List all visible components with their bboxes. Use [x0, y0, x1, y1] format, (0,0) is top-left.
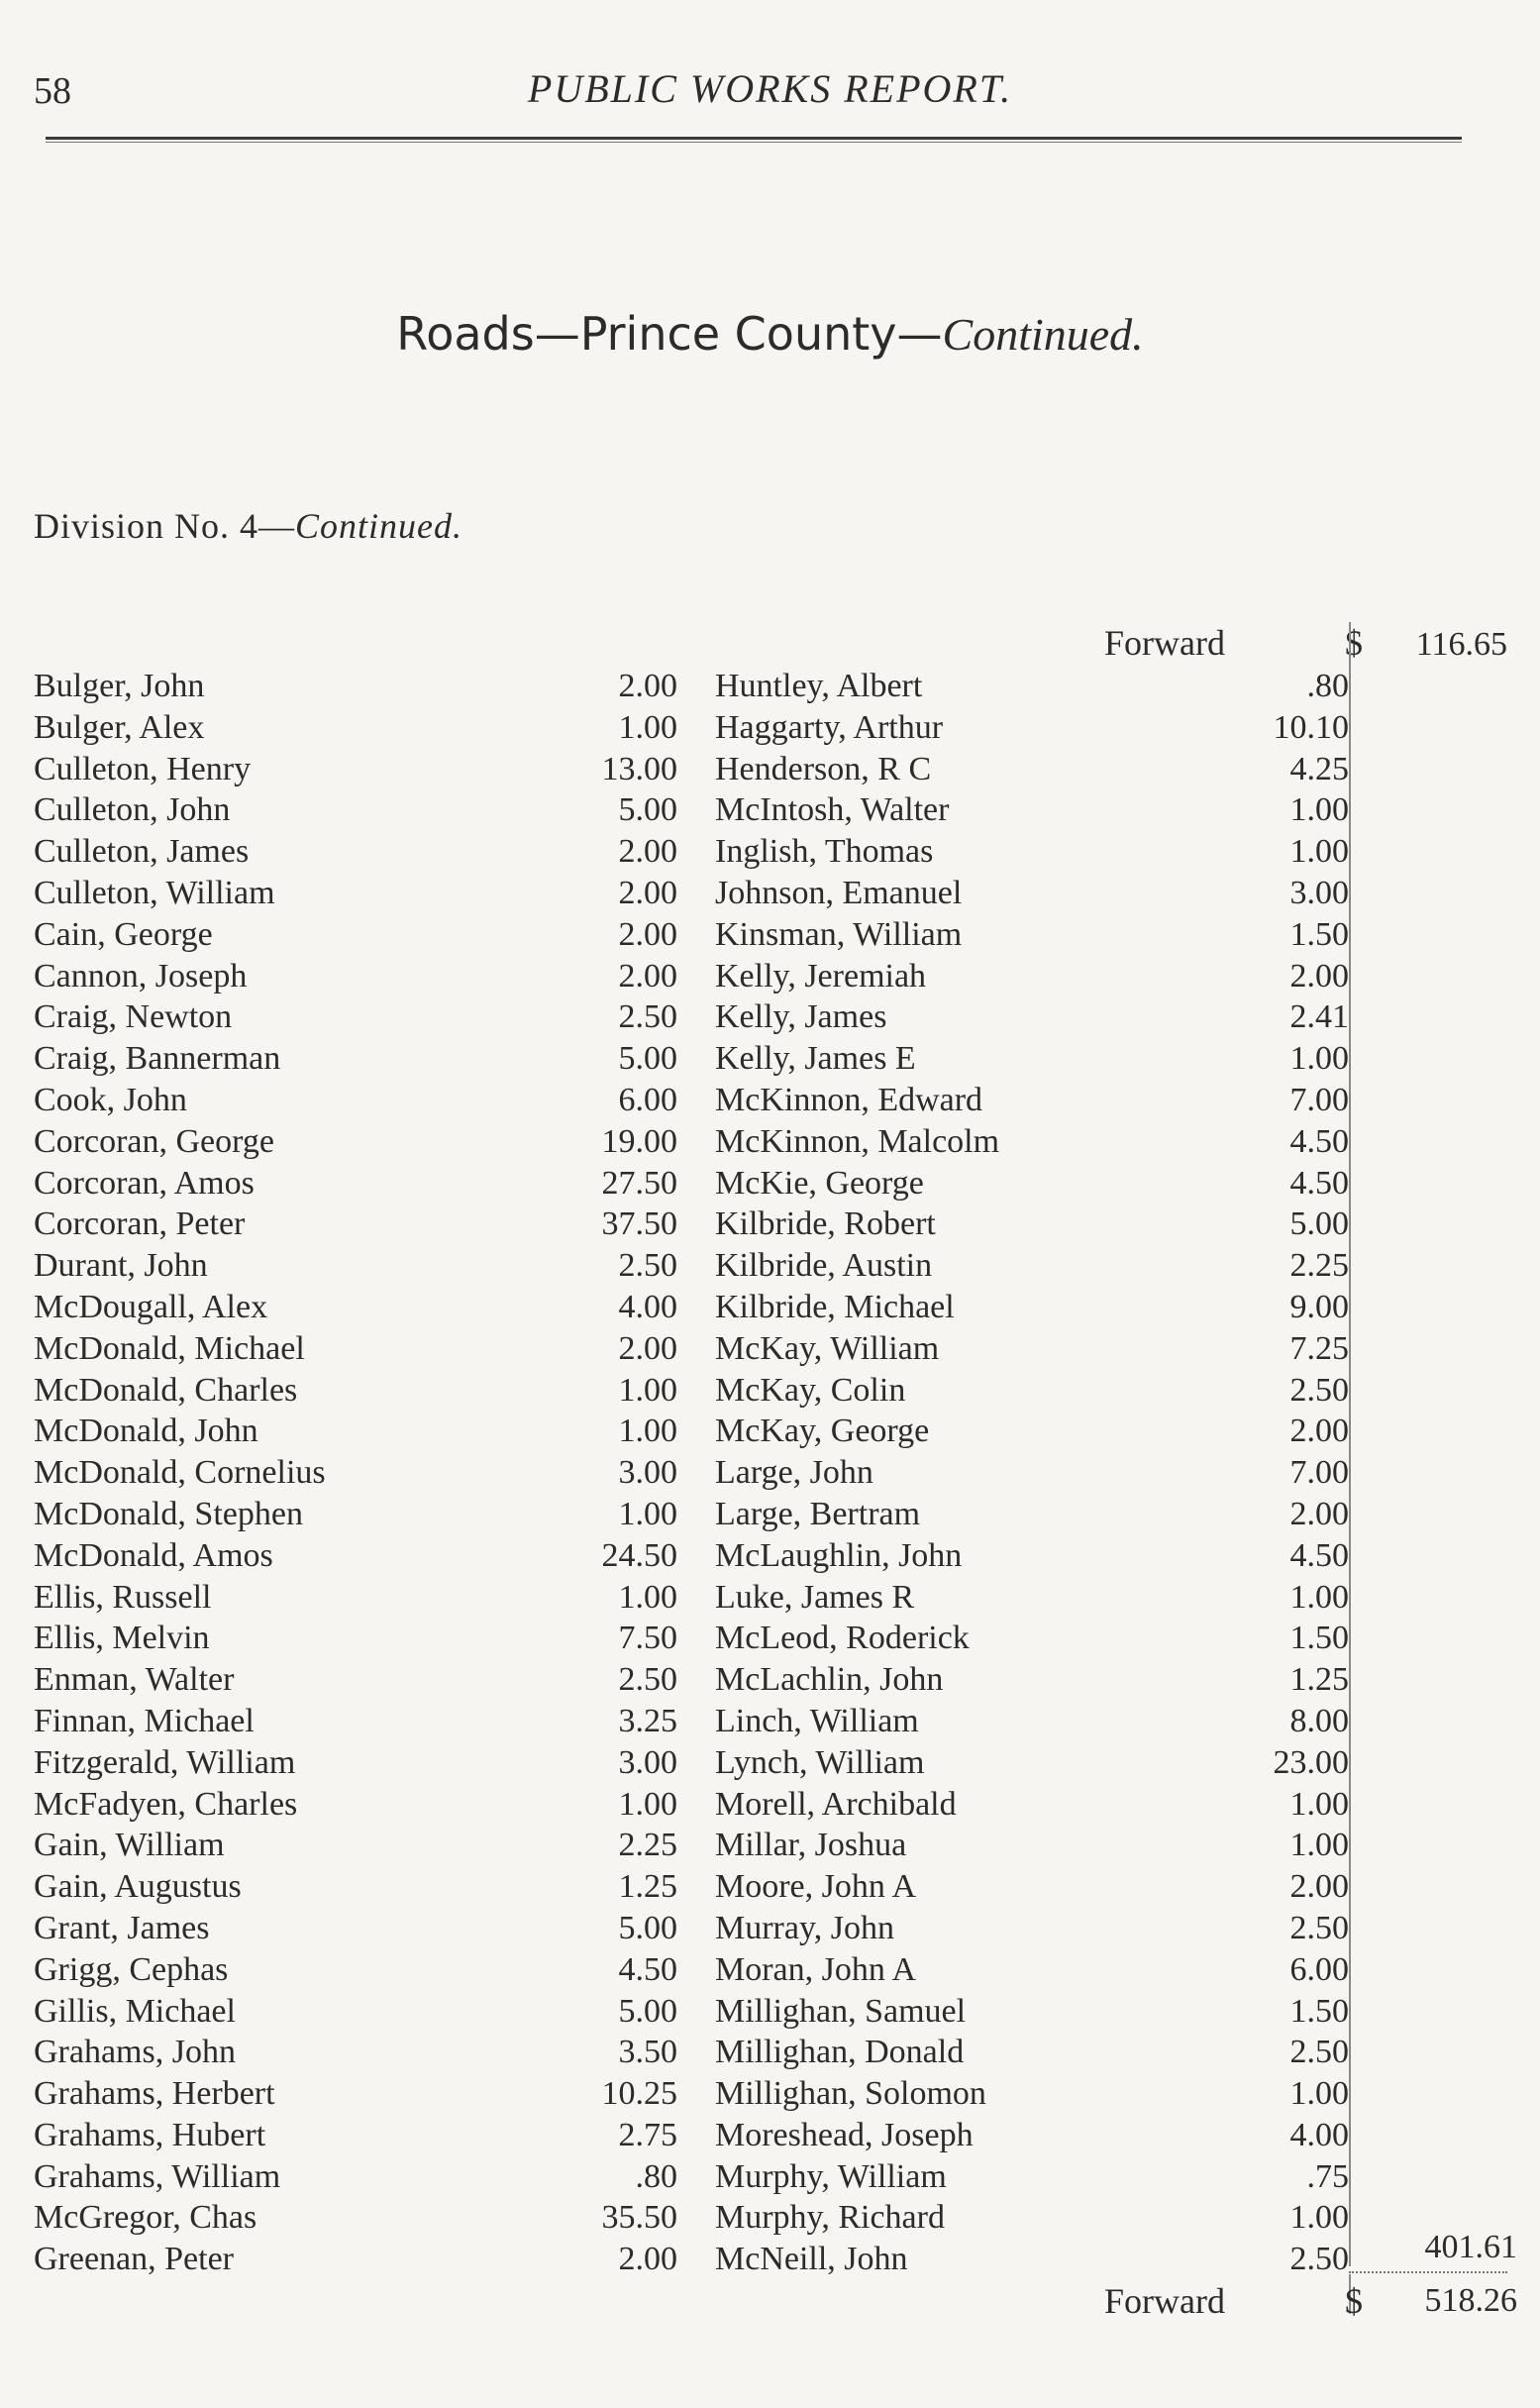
payee-name: Kinsman, William	[715, 915, 963, 953]
payment-amount: 5.00	[618, 791, 677, 829]
payment-amount: 2.00	[618, 2241, 677, 2278]
payment-amount: 2.50	[618, 1247, 677, 1285]
payment-amount: 1.50	[1289, 1620, 1349, 1657]
payee-name: McDonald, Michael	[34, 1329, 305, 1367]
payment-amount: 7.00	[1289, 1081, 1349, 1118]
section-title-main: Roads—Prince County—	[396, 307, 943, 361]
payee-name: McDonald, Amos	[34, 1536, 273, 1574]
ledger-row	[715, 1245, 1349, 1287]
payee-name: Corcoran, Peter	[34, 1205, 246, 1243]
dollar-sign-top: $	[1345, 623, 1363, 663]
payment-amount: 1.00	[1289, 833, 1349, 871]
payment-amount: 10.25	[601, 2075, 677, 2113]
payment-amount: 2.00	[1289, 1413, 1349, 1450]
payee-name: Gillis, Michael	[34, 1992, 236, 2030]
payment-amount: 5.00	[1289, 1205, 1349, 1243]
payment-amount: 2.41	[1289, 998, 1349, 1036]
ledger-row	[34, 831, 677, 873]
payment-amount: 35.50	[601, 2199, 677, 2237]
payee-name: Bulger, Alex	[34, 708, 205, 746]
ledger-row	[34, 2239, 677, 2280]
payee-name: Cannon, Joseph	[34, 957, 248, 995]
ledger-row	[34, 707, 677, 749]
payment-amount: 1.00	[618, 1495, 677, 1532]
payee-name: Corcoran, George	[34, 1122, 274, 1160]
payment-amount: 4.25	[1289, 750, 1349, 787]
forward-amount-bottom: 518.26	[1424, 2282, 1517, 2319]
ledger-row	[34, 666, 677, 707]
payee-name: Haggarty, Arthur	[715, 708, 944, 746]
payee-name: McFadyen, Charles	[34, 1785, 298, 1823]
forward-label-top: Forward	[1104, 623, 1225, 663]
header-rule	[46, 137, 1462, 143]
payee-name: Greenan, Peter	[34, 2241, 235, 2278]
payment-amount: 5.00	[618, 1040, 677, 1078]
payment-amount: 1.50	[1289, 1992, 1349, 2030]
payee-name: Murray, John	[715, 1909, 894, 1946]
payment-amount: 3.50	[618, 2034, 677, 2071]
ledger-row	[34, 1577, 677, 1619]
payment-amount: 6.00	[618, 1081, 677, 1118]
payee-name: Kelly, James	[715, 998, 887, 1036]
ledger-row	[715, 873, 1349, 914]
payee-name: Kilbride, Austin	[715, 1247, 933, 1285]
section-title-continued: Continued.	[942, 309, 1144, 360]
division-label: Division No. 4—	[34, 506, 296, 546]
payment-amount: 6.00	[1289, 1950, 1349, 1988]
ledger-row	[715, 1784, 1349, 1826]
payment-amount: 2.00	[618, 915, 677, 953]
ledger-row	[715, 749, 1349, 790]
payee-name: Corcoran, Amos	[34, 1164, 255, 1202]
payment-amount: 1.00	[1289, 2199, 1349, 2237]
payee-name: Culleton, William	[34, 874, 275, 911]
ledger-row	[715, 2197, 1349, 2239]
payment-amount: 3.00	[1289, 874, 1349, 911]
payee-name: Millighan, Solomon	[715, 2075, 986, 2113]
ledger-row	[715, 1452, 1349, 1494]
ledger-row	[715, 1991, 1349, 2033]
payee-name: McKie, George	[715, 1164, 924, 1202]
payment-amount: 5.00	[618, 1909, 677, 1946]
ledger-row	[715, 2156, 1349, 2198]
payee-name: Moreshead, Joseph	[715, 2116, 974, 2153]
payee-name: Fitzgerald, William	[34, 1743, 296, 1781]
payment-amount: 1.00	[618, 1371, 677, 1409]
ledger-row	[34, 1949, 677, 1991]
ledger-row	[34, 1908, 677, 1949]
payee-name: Grahams, Herbert	[34, 2075, 275, 2113]
ledger-row	[715, 1908, 1349, 1949]
ledger-row	[715, 1121, 1349, 1163]
ledger-row	[715, 2239, 1349, 2280]
payee-name: Gain, William	[34, 1827, 225, 1864]
payee-name: McKay, George	[715, 1413, 930, 1450]
payment-amount: 4.00	[618, 1288, 677, 1325]
ledger-row	[34, 2156, 677, 2198]
ledger-row	[715, 996, 1349, 1038]
payment-amount: 1.00	[618, 1785, 677, 1823]
ledger-row	[34, 789, 677, 831]
dollar-sign-bottom: $	[1345, 2281, 1363, 2321]
payment-amount: 2.00	[1289, 1868, 1349, 1906]
ledger-row	[715, 1080, 1349, 1121]
ledger-row	[715, 1163, 1349, 1204]
payee-name: Moore, John A	[715, 1868, 917, 1906]
ledger-row	[715, 1825, 1349, 1866]
ledger-row	[34, 1080, 677, 1121]
payment-amount: 13.00	[601, 750, 677, 787]
payment-amount: 23.00	[1273, 1743, 1349, 1781]
payee-name: Cook, John	[34, 1081, 187, 1118]
payment-amount: 1.50	[1289, 915, 1349, 953]
forward-amount-top: 116.65	[1415, 626, 1507, 663]
ledger-row	[715, 1949, 1349, 1991]
ledger-row	[715, 914, 1349, 956]
payee-name: Grahams, John	[34, 2034, 236, 2071]
ledger-row	[34, 2032, 677, 2073]
payee-name: Culleton, James	[34, 833, 250, 871]
payment-amount: 2.50	[618, 1661, 677, 1699]
payment-amount: 2.00	[618, 957, 677, 995]
payment-amount: .75	[1306, 2157, 1349, 2195]
payment-amount: .80	[1306, 668, 1349, 704]
payee-name: Lynch, William	[715, 1743, 925, 1781]
ledger-row	[715, 1742, 1349, 1784]
payee-name: Grant, James	[34, 1909, 210, 1946]
ledger-row	[715, 789, 1349, 831]
payee-name: McDonald, John	[34, 1413, 258, 1450]
ledger-row	[715, 1494, 1349, 1535]
payee-name: Millighan, Donald	[715, 2034, 965, 2071]
payee-name: Culleton, Henry	[34, 750, 252, 787]
payee-name: Linch, William	[715, 1702, 919, 1739]
payment-amount: 7.00	[1289, 1454, 1349, 1492]
ledger-row	[34, 749, 677, 790]
payment-amount: 2.00	[1289, 1495, 1349, 1532]
payment-amount: 2.50	[1289, 2241, 1349, 2278]
payment-amount: 1.00	[618, 1578, 677, 1616]
payment-amount: 2.25	[618, 1827, 677, 1864]
payee-name: McKay, William	[715, 1329, 940, 1367]
payee-name: McDougall, Alex	[34, 1288, 268, 1325]
ledger-row	[34, 1866, 677, 1908]
payment-amount: 19.00	[601, 1122, 677, 1160]
payee-name: Morell, Archibald	[715, 1785, 957, 1823]
payee-name: Kelly, Jeremiah	[715, 957, 927, 995]
payee-name: McIntosh, Walter	[715, 791, 950, 829]
payee-name: Murphy, William	[715, 2157, 947, 2195]
payee-name: Grahams, Hubert	[34, 2116, 266, 2153]
ledger-row	[34, 1825, 677, 1866]
payee-name: Johnson, Emanuel	[715, 874, 963, 911]
payee-name: McGregor, Chas	[34, 2199, 257, 2237]
ledger-row	[34, 1370, 677, 1412]
payment-amount: 1.00	[618, 1413, 677, 1450]
total-column-rule	[1349, 622, 1351, 2266]
ledger-row	[715, 1618, 1349, 1659]
payee-name: McKay, Colin	[715, 1371, 906, 1409]
payee-name: Bulger, John	[34, 668, 205, 704]
ledger-row	[715, 707, 1349, 749]
payee-name: Kilbride, Robert	[715, 1205, 936, 1243]
payment-amount: 2.50	[618, 998, 677, 1036]
payee-name: Kelly, James E	[715, 1040, 916, 1078]
payee-name: Murphy, Richard	[715, 2199, 945, 2237]
payee-name: Grigg, Cephas	[34, 1950, 229, 1988]
ledger-row	[715, 1411, 1349, 1452]
payee-name: McLeod, Roderick	[715, 1620, 970, 1657]
payment-amount: 24.50	[601, 1536, 677, 1574]
payee-name: McLaughlin, John	[715, 1536, 963, 1574]
ledger-row	[34, 1452, 677, 1494]
page-number: 58	[34, 70, 71, 112]
payment-amount: 1.00	[1289, 1785, 1349, 1823]
ledger-row	[715, 1287, 1349, 1328]
payee-name: Ellis, Melvin	[34, 1620, 210, 1657]
subtotal-rule	[1349, 2271, 1507, 2273]
payment-amount: 1.00	[1289, 2075, 1349, 2113]
ledger-row	[34, 1204, 677, 1245]
payee-name: Ellis, Russell	[34, 1578, 212, 1616]
payee-name: McNeill, John	[715, 2241, 908, 2278]
payee-name: Millighan, Samuel	[715, 1992, 967, 2030]
ledger-row	[34, 1701, 677, 1742]
payment-amount: 2.00	[618, 833, 677, 871]
payment-amount: 3.00	[618, 1743, 677, 1781]
payment-amount: 2.50	[1289, 2034, 1349, 2071]
payee-name: Culleton, John	[34, 791, 231, 829]
payee-name: Luke, James R	[715, 1578, 915, 1616]
ledger-row	[34, 2073, 677, 2115]
ledger-row	[34, 1659, 677, 1701]
payment-amount: 4.50	[618, 1950, 677, 1988]
payment-amount: 4.00	[1289, 2116, 1349, 2153]
ledger-row	[34, 1784, 677, 1826]
ledger-row	[715, 1866, 1349, 1908]
payee-name: Cain, George	[34, 915, 213, 953]
ledger-row	[34, 1742, 677, 1784]
payee-name: Large, John	[715, 1454, 873, 1492]
payee-name: McKinnon, Edward	[715, 1081, 983, 1118]
payee-name: Henderson, R C	[715, 750, 932, 787]
forward-label-bottom: Forward	[1104, 2281, 1225, 2321]
payee-name: Large, Bertram	[715, 1495, 921, 1532]
ledger-row	[715, 1701, 1349, 1742]
ledger-row	[34, 1618, 677, 1659]
ledger-row	[34, 2197, 677, 2239]
payment-amount: 1.00	[1289, 791, 1349, 829]
running-head: PUBLIC WORKS REPORT.	[527, 66, 1013, 111]
ledger-row	[34, 1163, 677, 1204]
payment-amount: 4.50	[1289, 1164, 1349, 1202]
ledger-row	[34, 1535, 677, 1577]
payee-name: McDonald, Stephen	[34, 1495, 303, 1532]
payment-amount: 1.00	[1289, 1827, 1349, 1864]
payee-name: Inglish, Thomas	[715, 833, 934, 871]
ledger-row	[715, 2115, 1349, 2156]
ledger-row	[34, 1287, 677, 1328]
payment-amount: 1.00	[618, 708, 677, 746]
payee-name: Craig, Bannerman	[34, 1040, 281, 1078]
payment-amount: 5.00	[618, 1992, 677, 2030]
ledger-row	[715, 1370, 1349, 1412]
payment-amount: 1.00	[1289, 1578, 1349, 1616]
payee-name: McDonald, Charles	[34, 1371, 298, 1409]
division-heading	[34, 505, 462, 547]
ledger-row	[34, 1038, 677, 1080]
payee-name: Gain, Augustus	[34, 1868, 242, 1906]
payee-name: Kilbride, Michael	[715, 1288, 955, 1325]
ledger-row	[34, 1328, 677, 1370]
payee-name: Grahams, William	[34, 2157, 281, 2195]
ledger-row	[715, 666, 1349, 707]
ledger-row	[34, 1411, 677, 1452]
payment-amount: 3.00	[618, 1454, 677, 1492]
payment-amount: 27.50	[601, 1164, 677, 1202]
ledger-row	[34, 1245, 677, 1287]
ledger-row	[34, 1121, 677, 1163]
payee-name: Moran, John A	[715, 1950, 917, 1988]
right-ledger-column	[715, 666, 1349, 2280]
payment-amount: 8.00	[1289, 1702, 1349, 1739]
payment-amount: 2.00	[618, 1329, 677, 1367]
ledger-row	[34, 1991, 677, 2033]
payee-name: McDonald, Cornelius	[34, 1454, 326, 1492]
ledger-row	[34, 873, 677, 914]
payment-amount: .80	[635, 2157, 677, 2195]
payment-amount: 2.25	[1289, 1247, 1349, 1285]
payment-amount: 1.25	[618, 1868, 677, 1906]
payee-name: McLachlin, John	[715, 1661, 944, 1699]
payment-amount: 2.50	[1289, 1909, 1349, 1946]
payment-amount: 7.50	[618, 1620, 677, 1657]
payee-name: Craig, Newton	[34, 998, 233, 1036]
division-continued: Continued.	[295, 506, 463, 546]
payment-amount: 2.50	[1289, 1371, 1349, 1409]
payee-name: Finnan, Michael	[34, 1702, 255, 1739]
payment-amount: 1.25	[1289, 1661, 1349, 1699]
ledger-row	[715, 1204, 1349, 1245]
payment-amount: 10.10	[1273, 708, 1349, 746]
payment-amount: 9.00	[1289, 1288, 1349, 1325]
payment-amount: 1.00	[1289, 1040, 1349, 1078]
ledger-row	[715, 1659, 1349, 1701]
payment-amount: 7.25	[1289, 1329, 1349, 1367]
payment-amount: 2.00	[618, 874, 677, 911]
payee-name: Huntley, Albert	[715, 668, 923, 704]
ledger-row	[715, 956, 1349, 997]
ledger-row	[34, 956, 677, 997]
ledger-row	[34, 1494, 677, 1535]
payee-name: Enman, Walter	[34, 1661, 235, 1699]
payment-amount: 2.00	[1289, 957, 1349, 995]
payment-amount: 3.25	[618, 1702, 677, 1739]
payment-amount: 4.50	[1289, 1536, 1349, 1574]
ledger-row	[715, 2032, 1349, 2073]
payment-amount: 4.50	[1289, 1122, 1349, 1160]
ledger-row	[34, 996, 677, 1038]
payee-name: Durant, John	[34, 1247, 208, 1285]
payment-amount: 2.75	[618, 2116, 677, 2153]
ledger-row	[715, 1577, 1349, 1619]
payee-name: Millar, Joshua	[715, 1827, 907, 1864]
ledger-row	[715, 1328, 1349, 1370]
column-subtotal: 401.61	[1424, 2229, 1517, 2265]
payment-amount: 37.50	[601, 1205, 677, 1243]
payment-amount: 2.00	[618, 668, 677, 704]
section-title	[0, 307, 1540, 361]
ledger-row	[715, 1038, 1349, 1080]
left-ledger-column	[34, 666, 677, 2280]
ledger-row	[715, 1535, 1349, 1577]
payee-name: McKinnon, Malcolm	[715, 1122, 1000, 1160]
ledger-row	[34, 914, 677, 956]
ledger-row	[715, 831, 1349, 873]
ledger-row	[715, 2073, 1349, 2115]
ledger-row	[34, 2115, 677, 2156]
